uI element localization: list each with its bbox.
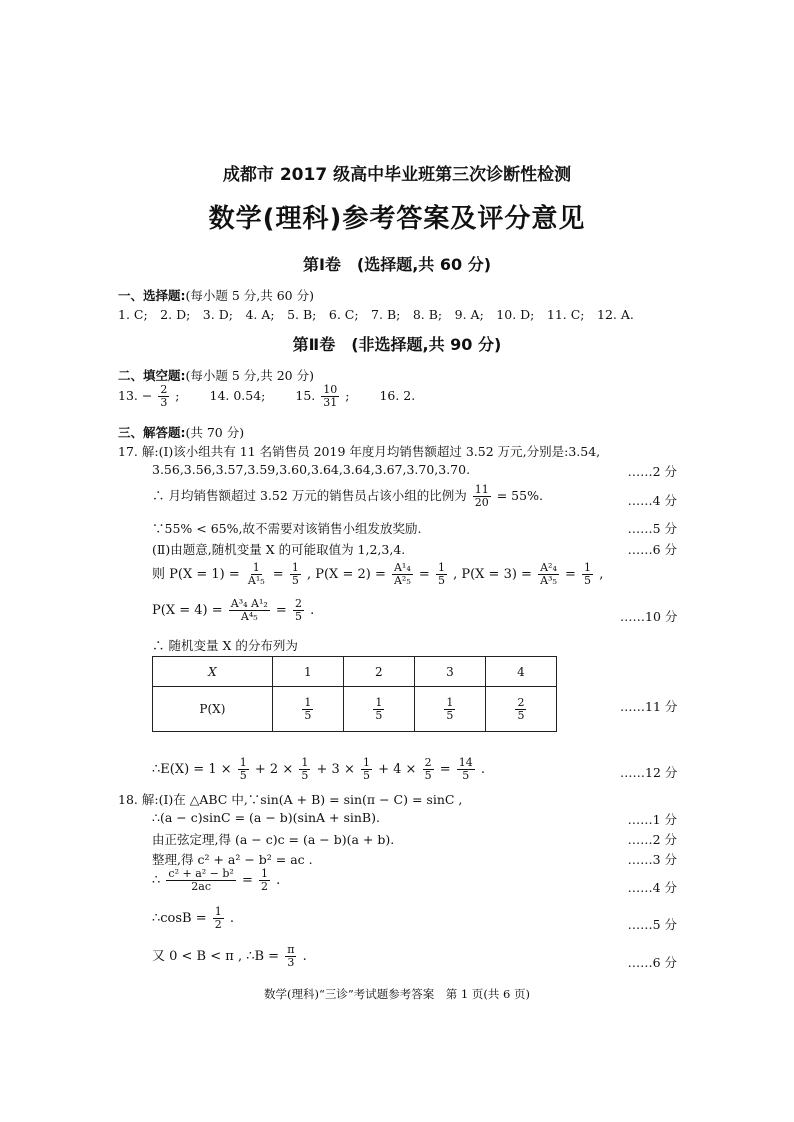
ex-num: 2 <box>424 756 432 769</box>
p3-den: A³₅ <box>540 574 557 587</box>
q17-ratio-fraction <box>473 484 491 509</box>
q17-ratio-num: 11 <box>474 483 489 496</box>
ex-frac-3 <box>361 757 372 782</box>
section1-header <box>118 286 314 304</box>
q14-answer: 14. 0.54; <box>209 388 266 403</box>
prob-den: 5 <box>304 708 312 722</box>
q17-score-4: ……4 分 <box>627 493 677 508</box>
table-cell <box>343 687 414 732</box>
ex-result <box>457 757 475 782</box>
ex-frac-4 <box>423 757 434 782</box>
q17-line8: ∴ 随机变量 X 的分布列为 <box>152 638 298 653</box>
answer-key-title: 数学(理科)参考答案及评分意见 <box>208 204 586 234</box>
p3-val-num: 1 <box>584 561 592 574</box>
p2-num: A¹₄ <box>393 561 411 574</box>
p2-label: , P(X = 2) = <box>306 567 386 582</box>
q17-expectation <box>152 757 485 782</box>
q17-p4 <box>152 598 314 623</box>
p4-frac-b <box>293 598 304 623</box>
q17-line4: ∵55% < 65%,故不需要对该销售小组发放奖励. <box>152 521 422 536</box>
q15-prefix: 15. <box>295 388 316 403</box>
ex-den: 5 <box>362 769 370 782</box>
ex-part-b: + 2 × <box>254 762 294 777</box>
q18-score-4: ……4 分 <box>627 880 677 895</box>
q15-den: 31 <box>323 396 338 409</box>
q18-line2: ∴(a − c)sinC = (a − b)(sinA + sinB). <box>152 810 380 825</box>
q18-cosB-den: 2 <box>214 918 222 931</box>
p2-val-num: 1 <box>437 561 445 574</box>
p4-num: A³₄ A¹₂ <box>230 597 268 610</box>
p3-eq: = <box>565 567 576 582</box>
ex-frac-1 <box>238 757 249 782</box>
q18-therefore: ∴ <box>152 873 161 888</box>
q18-line4: 整理,得 c² + a² − b² = ac . <box>152 852 313 867</box>
prob-den: 5 <box>446 708 454 722</box>
section3-header <box>118 423 244 441</box>
table-cell <box>272 687 343 732</box>
p3-frac-a <box>538 562 559 587</box>
q17-line3-suffix: = 55%. <box>496 488 543 503</box>
section2-label: 二、填空题: <box>118 368 186 383</box>
q18-cosB-value <box>213 906 224 931</box>
q18-cosB-period: . <box>229 911 235 926</box>
q18-B-den: 3 <box>287 956 295 969</box>
p1-frac-b <box>290 562 301 587</box>
ex-num: 1 <box>362 756 370 769</box>
p4-frac-a <box>229 598 270 623</box>
p4-val-num: 2 <box>294 597 302 610</box>
p4-den: A⁴₅ <box>240 610 258 623</box>
section3-note: (共 70 分) <box>185 425 245 440</box>
q17-score-12: ……12 分 <box>620 765 678 780</box>
section2-note: (每小题 5 分,共 20 分) <box>185 368 314 383</box>
choice-answers: 1. C; 2. D; 3. D; 4. A; 5. B; 6. C; 7. B; 8. B; 9. A; 10. D; 11. C; 12. A. <box>118 307 634 322</box>
prob-den: 5 <box>375 708 383 722</box>
table-cell: 2 <box>343 657 414 687</box>
ex-part-c: + 3 × <box>316 762 355 777</box>
ex-result-num: 14 <box>458 756 473 769</box>
table-row <box>153 657 557 687</box>
q15-num: 10 <box>323 383 338 396</box>
ex-part-e: = <box>439 762 451 777</box>
q18-half-num: 1 <box>261 867 269 880</box>
q18-line5 <box>152 868 280 893</box>
ex-part-d: + 4 × <box>378 762 417 777</box>
p3-comma: , <box>599 567 604 582</box>
q18-line6 <box>152 906 234 931</box>
q17-probabilities <box>152 562 603 587</box>
prob-num: 1 <box>375 695 383 709</box>
q17-score-5: ……5 分 <box>627 521 677 536</box>
section1-label: 一、选择题: <box>118 288 186 303</box>
distribution-table <box>152 656 557 732</box>
ex-num: 1 <box>301 756 309 769</box>
p1-label: 则 P(X = 1) = <box>152 567 240 582</box>
table-cell <box>414 687 485 732</box>
table-cell: 3 <box>414 657 485 687</box>
q17-line3-text: ∴ 月均销售额超过 3.52 万元的销售员占该小组的比例为 <box>152 488 467 503</box>
prob-num: 1 <box>304 695 312 709</box>
q18-score-3: ……3 分 <box>627 852 677 867</box>
q17-line5: (Ⅱ)由题意,随机变量 X 的可能取值为 1,2,3,4. <box>152 542 406 557</box>
q16-answer: 16. 2. <box>379 388 416 403</box>
section2-header <box>118 366 314 384</box>
ex-num: 1 <box>239 756 247 769</box>
p3-val-den: 5 <box>584 574 592 587</box>
q18-line1: 18. 解:(Ⅰ)在 △ABC 中,∵sin(A + B) = sin(π − C) = sinC , <box>118 792 463 807</box>
q18-score-2: ……2 分 <box>627 832 677 847</box>
ex-result-den: 5 <box>462 769 470 782</box>
q18-range: 又 0 < B < π , ∴B = <box>152 949 280 964</box>
q13-prefix: 13. − <box>118 388 153 403</box>
q18-score-5: ……5 分 <box>627 917 677 932</box>
q18-B-num: π <box>287 943 295 956</box>
q17-score-6: ……6 分 <box>627 542 677 557</box>
table-cell: 1 <box>272 657 343 687</box>
fill-answers <box>118 384 415 409</box>
table-header-x: X <box>153 657 273 687</box>
ex-den: 5 <box>301 769 309 782</box>
q15-fraction <box>321 384 339 409</box>
section3-label: 三、解答题: <box>118 425 186 440</box>
q13-fraction <box>158 384 169 409</box>
q17-score-11: ……11 分 <box>620 699 678 714</box>
ex-den: 5 <box>239 769 247 782</box>
p4-label: P(X = 4) = <box>152 603 223 618</box>
q17-line2: 3.56,3.56,3.57,3.59,3.60,3.64,3.64,3.67,3.70,3.70. <box>152 462 471 477</box>
p1-val-num: 1 <box>291 561 299 574</box>
q17-score-10: ……10 分 <box>620 609 678 624</box>
table-header-px: P(X) <box>153 687 273 732</box>
q17-line1: 17. 解:(Ⅰ)该小组共有 11 名销售员 2019 年度月均销售额超过 3.52 万元,分别是:3.54, <box>118 444 601 459</box>
q18-cosB: ∴cosB = <box>152 911 207 926</box>
p4-period: . <box>310 603 315 618</box>
q13-den: 3 <box>160 396 168 409</box>
ex-den: 5 <box>424 769 432 782</box>
q17-ratio-den: 20 <box>474 496 489 509</box>
q18-eq: = <box>241 873 253 888</box>
p1-val-den: 5 <box>291 574 299 587</box>
ex-part-a: ∴E(X) = 1 × <box>152 762 232 777</box>
q17-score-2: ……2 分 <box>627 464 677 479</box>
q18-period: . <box>276 873 281 888</box>
q18-B-value <box>285 944 296 969</box>
p2-frac-b <box>436 562 447 587</box>
section1-note: (每小题 5 分,共 60 分) <box>185 288 314 303</box>
q18-line3: 由正弦定理,得 (a − c)c = (a − b)(a + b). <box>152 832 395 847</box>
q18-line7 <box>152 944 307 969</box>
p4-val-den: 5 <box>294 610 302 623</box>
prob-den: 5 <box>517 708 525 722</box>
ex-frac-2 <box>299 757 310 782</box>
table-row <box>153 687 557 732</box>
page-footer: 数学(理科)“三诊”考试题参考答案 第 1 页(共 6 页) <box>264 987 530 1001</box>
q18-cos-fraction <box>166 868 235 893</box>
q18-cos-den: 2ac <box>191 880 211 893</box>
q18-cos-num: c² + a² − b² <box>168 867 234 880</box>
table-cell <box>485 687 556 732</box>
q15-suffix: ; <box>345 388 350 403</box>
p2-eq: = <box>418 567 430 582</box>
q13-suffix: ; <box>175 388 180 403</box>
p3-num: A²₄ <box>540 561 557 574</box>
part1-heading: 第Ⅰ卷 (选择题,共 60 分) <box>302 255 492 274</box>
p2-val-den: 5 <box>437 574 445 587</box>
table-cell: 4 <box>485 657 556 687</box>
p3-frac-b <box>582 562 593 587</box>
q18-score-1: ……1 分 <box>627 812 677 827</box>
p3-label: , P(X = 3) = <box>453 567 532 582</box>
ex-period: . <box>480 762 486 777</box>
p2-den: A²₅ <box>393 574 411 587</box>
prob-num: 2 <box>517 695 525 709</box>
p1-den: A¹₅ <box>247 574 265 587</box>
p1-num: 1 <box>252 561 260 574</box>
part2-heading: 第Ⅱ卷 (非选择题,共 90 分) <box>292 335 502 354</box>
q18-half <box>259 868 270 893</box>
q18-half-den: 2 <box>261 880 269 893</box>
prob-num: 1 <box>446 695 454 709</box>
p1-frac-a <box>246 562 267 587</box>
q18-score-6: ……6 分 <box>627 955 677 970</box>
q18-cosB-num: 1 <box>214 905 222 918</box>
q18-B-period: . <box>302 949 307 964</box>
exam-title: 成都市 2017 级高中毕业班第三次诊断性检测 <box>222 165 572 185</box>
p1-eq: = <box>272 567 284 582</box>
p4-eq: = <box>275 603 287 618</box>
p2-frac-a <box>392 562 413 587</box>
q13-num: 2 <box>160 383 168 396</box>
q17-line3 <box>152 484 543 509</box>
